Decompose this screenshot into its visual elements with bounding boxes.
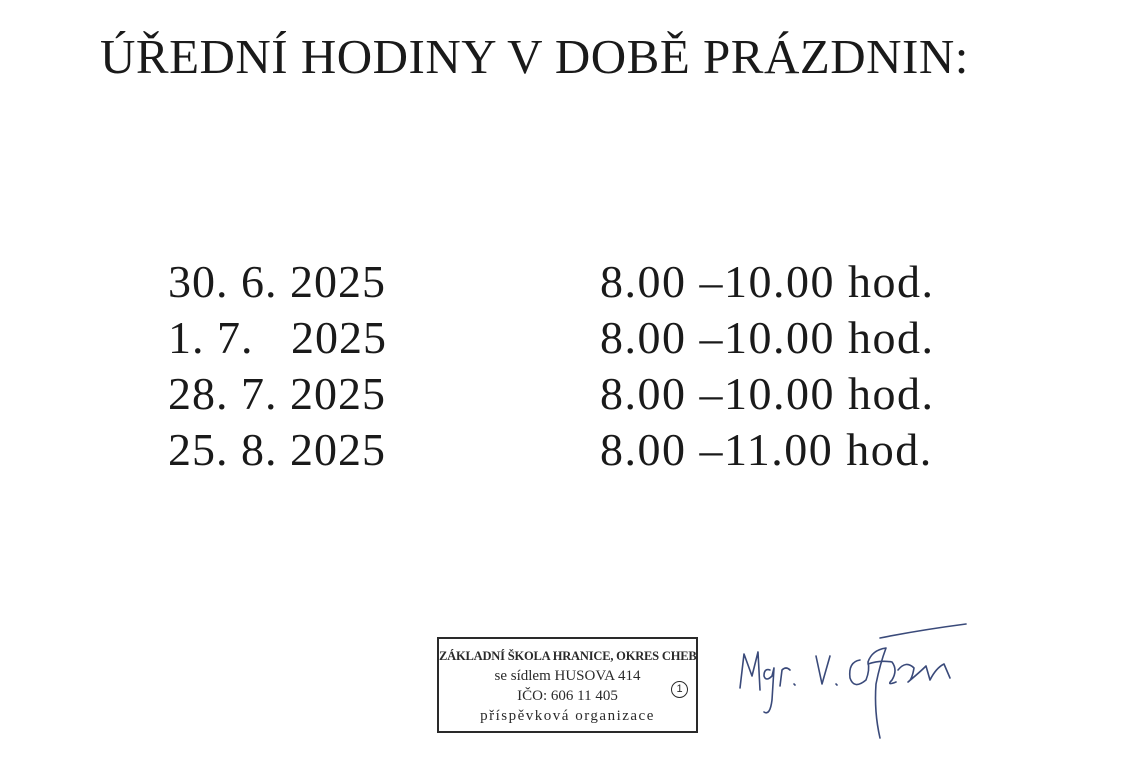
schedule-row [168, 254, 988, 310]
page-title: ÚŘEDNÍ HODINY V DOBĚ PRÁZDNIN: [100, 29, 969, 84]
schedule-row [168, 366, 988, 422]
stamp-number-badge: 1 [671, 681, 688, 698]
schedule-hours: 8.00 –10.00 hod. [600, 256, 935, 307]
schedule-row [168, 310, 988, 366]
schedule-hours: 8.00 –10.00 hod. [600, 368, 935, 419]
schedule-date: 25. 8. 2025 [168, 424, 386, 475]
stamp-ico: IČO: 606 11 405 [517, 688, 618, 704]
stamp-organization-type: příspěvková organizace [480, 708, 655, 724]
schedule-hours: 8.00 –10.00 hod. [600, 312, 935, 363]
schedule-hours: 8.00 –11.00 hod. [600, 424, 933, 475]
schedule-date: 28. 7. 2025 [168, 368, 386, 419]
schedule-date: 30. 6. 2025 [168, 256, 386, 307]
schedule-date: 1. 7. 2025 [168, 312, 387, 363]
school-stamp [437, 637, 698, 733]
office-hours-schedule [168, 254, 988, 478]
schedule-row [168, 422, 988, 478]
stamp-address: se sídlem HUSOVA 414 [494, 668, 641, 684]
stamp-school-name: ZÁKLADNÍ ŠKOLA HRANICE, OKRES CHEB [439, 649, 697, 663]
handwritten-signature [730, 620, 990, 760]
